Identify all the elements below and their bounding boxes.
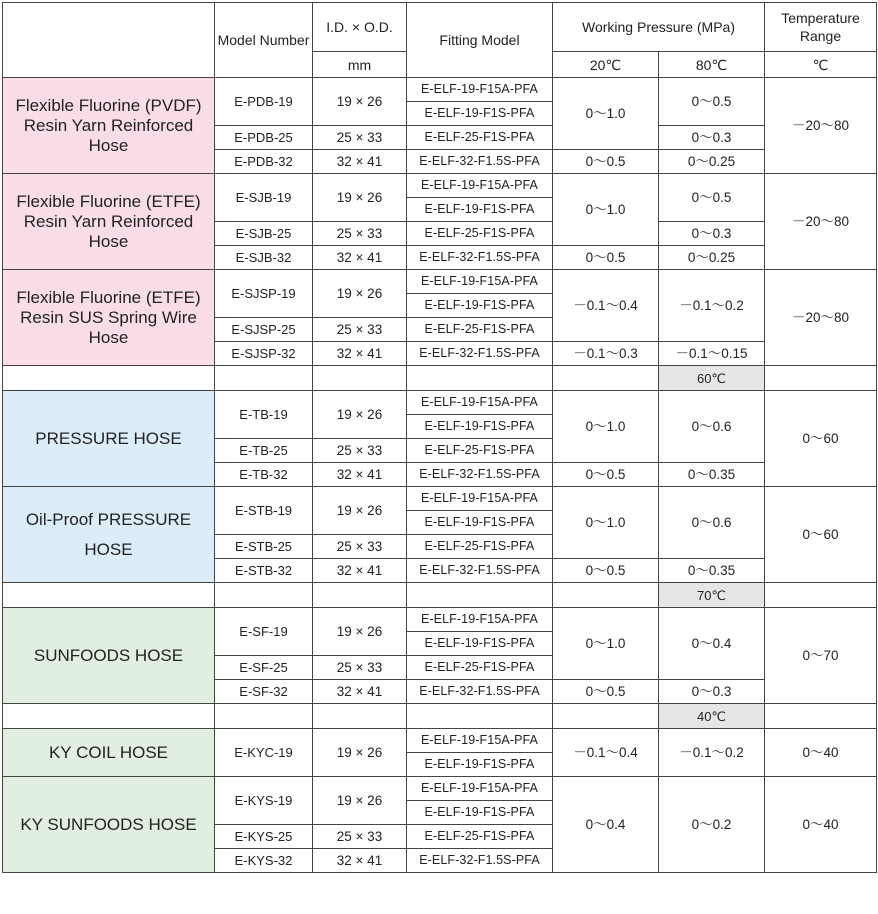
model-cell: E-PDB-19: [215, 78, 313, 126]
pressure-20-cell: －0.1～0.3: [553, 342, 659, 366]
model-cell: E-TB-25: [215, 439, 313, 463]
model-cell: E-STB-32: [215, 559, 313, 583]
category-cell: SUNFOODS HOSE: [3, 608, 215, 704]
fitting-cell: E-ELF-25-F1S-PFA: [407, 222, 553, 246]
fitting-cell: E-ELF-25-F1S-PFA: [407, 126, 553, 150]
table-row: [3, 174, 877, 198]
header-blank: [3, 3, 215, 78]
model-cell: E-PDB-32: [215, 150, 313, 174]
model-cell: E-SF-19: [215, 608, 313, 656]
pressure-20-cell: －0.1～0.4: [553, 270, 659, 342]
fitting-cell: E-ELF-32-F1.5S-PFA: [407, 680, 553, 704]
size-cell: 19 × 26: [313, 608, 407, 656]
separator-blank: [215, 583, 313, 608]
fitting-cell: E-ELF-25-F1S-PFA: [407, 535, 553, 559]
fitting-cell: E-ELF-19-F1S-PFA: [407, 415, 553, 439]
size-cell: 19 × 26: [313, 174, 407, 222]
fitting-cell: E-ELF-19-F15A-PFA: [407, 608, 553, 632]
table-row: [3, 391, 877, 415]
fitting-cell: E-ELF-19-F15A-PFA: [407, 391, 553, 415]
fitting-cell: E-ELF-19-F1S-PFA: [407, 753, 553, 777]
model-cell: E-SJB-25: [215, 222, 313, 246]
pressure-20-cell: 0～1.0: [553, 608, 659, 680]
separator-blank: [3, 583, 215, 608]
model-cell: E-SJB-32: [215, 246, 313, 270]
separator-blank: [3, 704, 215, 729]
model-cell: E-SJSP-19: [215, 270, 313, 318]
fitting-cell: E-ELF-19-F15A-PFA: [407, 777, 553, 801]
pressure-80-cell: 0～0.25: [659, 246, 765, 270]
model-cell: E-SJSP-32: [215, 342, 313, 366]
temp-cell: －20～80: [765, 270, 877, 366]
header-temperature-range: Temperature Range: [765, 3, 877, 52]
table-row: [3, 78, 877, 102]
pressure-80-cell: 0～0.5: [659, 174, 765, 222]
fitting-cell: E-ELF-32-F1.5S-PFA: [407, 150, 553, 174]
size-cell: 32 × 41: [313, 849, 407, 873]
size-cell: 25 × 33: [313, 535, 407, 559]
category-cell: Flexible Fluorine (ETFE) Resin Yarn Reinforced Hose: [3, 174, 215, 270]
size-cell: 25 × 33: [313, 222, 407, 246]
fitting-cell: E-ELF-19-F1S-PFA: [407, 294, 553, 318]
fitting-cell: E-ELF-19-F1S-PFA: [407, 102, 553, 126]
category-cell: KY COIL HOSE: [3, 729, 215, 777]
model-cell: E-STB-25: [215, 535, 313, 559]
size-cell: 32 × 41: [313, 150, 407, 174]
separator-blank: [215, 366, 313, 391]
temp-cell: 0～40: [765, 729, 877, 777]
separator-blank: [765, 366, 877, 391]
pressure-80-cell: 0～0.4: [659, 608, 765, 680]
separator-blank: [407, 366, 553, 391]
fitting-cell: E-ELF-25-F1S-PFA: [407, 318, 553, 342]
pressure-20-cell: 0～1.0: [553, 78, 659, 150]
model-cell: E-PDB-25: [215, 126, 313, 150]
size-cell: 19 × 26: [313, 487, 407, 535]
pressure-80-cell: 0～0.2: [659, 777, 765, 873]
size-cell: 25 × 33: [313, 656, 407, 680]
model-cell: E-SF-25: [215, 656, 313, 680]
fitting-cell: E-ELF-25-F1S-PFA: [407, 439, 553, 463]
pressure-80-cell: 0～0.3: [659, 222, 765, 246]
fitting-cell: E-ELF-19-F1S-PFA: [407, 198, 553, 222]
separator-blank: [215, 704, 313, 729]
separator-temp-label: 60℃: [659, 366, 765, 391]
category-cell: PRESSURE HOSE: [3, 391, 215, 487]
separator-row: [3, 366, 877, 391]
fitting-cell: E-ELF-19-F15A-PFA: [407, 270, 553, 294]
pressure-20-cell: 0～0.5: [553, 680, 659, 704]
model-cell: E-KYS-19: [215, 777, 313, 825]
model-cell: E-SJSP-25: [215, 318, 313, 342]
header-row-1: [3, 3, 877, 52]
size-cell: 19 × 26: [313, 777, 407, 825]
fitting-cell: E-ELF-19-F15A-PFA: [407, 487, 553, 511]
table-row: [3, 608, 877, 632]
pressure-80-cell: 0～0.3: [659, 680, 765, 704]
separator-blank: [765, 704, 877, 729]
header-fitting-model: Fitting Model: [407, 3, 553, 78]
category-cell: KY SUNFOODS HOSE: [3, 777, 215, 873]
pressure-80-cell: 0～0.3: [659, 126, 765, 150]
pressure-20-cell: －0.1～0.4: [553, 729, 659, 777]
separator-temp-label: 40℃: [659, 704, 765, 729]
size-cell: 19 × 26: [313, 78, 407, 126]
table-row: [3, 487, 877, 511]
model-cell: E-SJB-19: [215, 174, 313, 222]
fitting-cell: E-ELF-32-F1.5S-PFA: [407, 246, 553, 270]
pressure-80-cell: 0～0.35: [659, 463, 765, 487]
pressure-80-cell: 0～0.6: [659, 487, 765, 559]
pressure-20-cell: 0～0.5: [553, 150, 659, 174]
fitting-cell: E-ELF-32-F1.5S-PFA: [407, 463, 553, 487]
category-cell: Oil-Proof PRESSURE HOSE: [3, 487, 215, 583]
size-cell: 25 × 33: [313, 439, 407, 463]
fitting-cell: E-ELF-19-F1S-PFA: [407, 801, 553, 825]
pressure-20-cell: 0～0.5: [553, 246, 659, 270]
fitting-cell: E-ELF-19-F15A-PFA: [407, 78, 553, 102]
fitting-cell: E-ELF-25-F1S-PFA: [407, 656, 553, 680]
size-cell: 19 × 26: [313, 391, 407, 439]
separator-temp-label: 70℃: [659, 583, 765, 608]
fitting-cell: E-ELF-32-F1.5S-PFA: [407, 342, 553, 366]
model-cell: E-KYS-25: [215, 825, 313, 849]
temp-cell: 0～70: [765, 608, 877, 704]
size-cell: 32 × 41: [313, 463, 407, 487]
fitting-cell: E-ELF-32-F1.5S-PFA: [407, 559, 553, 583]
separator-blank: [313, 583, 407, 608]
size-cell: 32 × 41: [313, 680, 407, 704]
model-cell: E-TB-32: [215, 463, 313, 487]
pressure-20-cell: 0～0.5: [553, 559, 659, 583]
temp-cell: 0～60: [765, 487, 877, 583]
header-id-od: I.D. × O.D.: [313, 3, 407, 52]
separator-blank: [407, 583, 553, 608]
model-cell: E-SF-32: [215, 680, 313, 704]
table-row: [3, 777, 877, 801]
pressure-20-cell: 0～1.0: [553, 391, 659, 463]
pressure-80-cell: －0.1～0.15: [659, 342, 765, 366]
separator-blank: [407, 704, 553, 729]
temp-cell: －20～80: [765, 78, 877, 174]
pressure-80-cell: 0～0.6: [659, 391, 765, 463]
fitting-cell: E-ELF-19-F15A-PFA: [407, 174, 553, 198]
separator-blank: [313, 704, 407, 729]
separator-blank: [553, 366, 659, 391]
temp-cell: 0～60: [765, 391, 877, 487]
model-cell: E-TB-19: [215, 391, 313, 439]
size-cell: 25 × 33: [313, 126, 407, 150]
header-working-pressure: Working Pressure (MPa): [553, 3, 765, 52]
pressure-20-cell: 0～0.4: [553, 777, 659, 873]
header-pressure-20c: 20℃: [553, 52, 659, 78]
temp-cell: 0～40: [765, 777, 877, 873]
hose-spec-table: [2, 2, 877, 873]
model-cell: E-KYS-32: [215, 849, 313, 873]
fitting-cell: E-ELF-19-F1S-PFA: [407, 632, 553, 656]
separator-blank: [765, 583, 877, 608]
table-row: [3, 270, 877, 294]
category-cell: Flexible Fluorine (ETFE) Resin SUS Spring Wire Hose: [3, 270, 215, 366]
pressure-20-cell: 0～1.0: [553, 174, 659, 246]
size-cell: 19 × 26: [313, 729, 407, 777]
fitting-cell: E-ELF-32-F1.5S-PFA: [407, 849, 553, 873]
category-cell: Flexible Fluorine (PVDF) Resin Yarn Reinforced Hose: [3, 78, 215, 174]
separator-blank: [553, 583, 659, 608]
model-cell: E-STB-19: [215, 487, 313, 535]
header-pressure-80c: 80℃: [659, 52, 765, 78]
pressure-80-cell: 0～0.5: [659, 78, 765, 126]
size-cell: 19 × 26: [313, 270, 407, 318]
size-cell: 25 × 33: [313, 318, 407, 342]
pressure-20-cell: 0～0.5: [553, 463, 659, 487]
temp-cell: －20～80: [765, 174, 877, 270]
table-row: [3, 729, 877, 753]
model-cell: E-KYC-19: [215, 729, 313, 777]
separator-row: [3, 583, 877, 608]
fitting-cell: E-ELF-19-F1S-PFA: [407, 511, 553, 535]
pressure-80-cell: －0.1～0.2: [659, 729, 765, 777]
pressure-80-cell: －0.1～0.2: [659, 270, 765, 342]
header-unit-mm: mm: [313, 52, 407, 78]
pressure-80-cell: 0～0.25: [659, 150, 765, 174]
separator-blank: [313, 366, 407, 391]
header-temp-unit: ℃: [765, 52, 877, 78]
fitting-cell: E-ELF-25-F1S-PFA: [407, 825, 553, 849]
size-cell: 25 × 33: [313, 825, 407, 849]
separator-row: [3, 704, 877, 729]
size-cell: 32 × 41: [313, 246, 407, 270]
pressure-20-cell: 0～1.0: [553, 487, 659, 559]
separator-blank: [553, 704, 659, 729]
size-cell: 32 × 41: [313, 559, 407, 583]
separator-blank: [3, 366, 215, 391]
pressure-80-cell: 0～0.35: [659, 559, 765, 583]
fitting-cell: E-ELF-19-F15A-PFA: [407, 729, 553, 753]
size-cell: 32 × 41: [313, 342, 407, 366]
header-model-number: Model Number: [215, 3, 313, 78]
